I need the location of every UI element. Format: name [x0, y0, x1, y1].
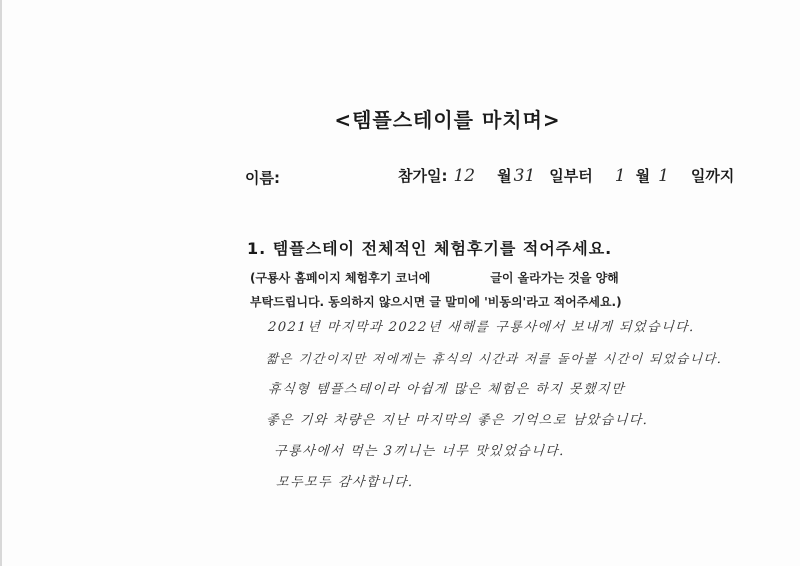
handwritten-line: 휴식형 템플스테이라 아쉽게 많은 체험은 하지 못했지만: [267, 382, 626, 397]
instruction-line-2: 부탁드립니다. 동의하지 않으시면 글 말미에 '비동의'라고 적어주세요.): [250, 295, 622, 309]
handwritten-line: 좋은 기와 차량은 지난 마지막의 좋은 기억으로 남았습니다.: [265, 413, 649, 428]
section-heading: 1. 템플스테이 전체적인 체험후기를 적어주세요.: [247, 239, 613, 258]
start-month-value: 12: [453, 166, 476, 186]
instruction-line-1-part-1: (구룡사 홈페이지 체험후기 코너에: [250, 271, 431, 285]
start-day-value: 31: [513, 166, 536, 186]
from-text: 일부터: [549, 167, 593, 185]
handwritten-line: 모두모두 감사합니다.: [275, 475, 415, 490]
instruction-line-1: [250, 266, 730, 290]
end-month-value: 1: [614, 166, 626, 186]
end-day-value: 1: [658, 166, 669, 186]
instruction-line-1-part-2: 글이 올라가는 것을 양해: [490, 271, 619, 285]
consent-instructions: [250, 266, 730, 314]
name-label: 이름:: [245, 169, 280, 187]
handwritten-review: [265, 312, 738, 498]
handwritten-line: 2021년 마지막과 2022년 새해를 구룡사에서 보내게 되었습니다.: [267, 320, 696, 335]
month-unit-2: 월: [635, 167, 651, 185]
participation-dates: [398, 165, 734, 186]
scan-edge: [0, 0, 2, 566]
document-title: <템플스테이를 마치며>: [334, 108, 561, 132]
handwritten-line: 짧은 기간이지만 저에게는 휴식의 시간과 저를 돌아볼 시간이 되었습니다.: [265, 351, 724, 366]
info-row: [0, 165, 800, 191]
participation-label: 참가일:: [398, 167, 448, 185]
handwritten-line: 구룡사에서 먹는 3끼니는 너무 맛있었습니다.: [273, 444, 566, 459]
month-unit-1: 월: [497, 167, 512, 185]
until-text: 일까지: [690, 167, 735, 185]
